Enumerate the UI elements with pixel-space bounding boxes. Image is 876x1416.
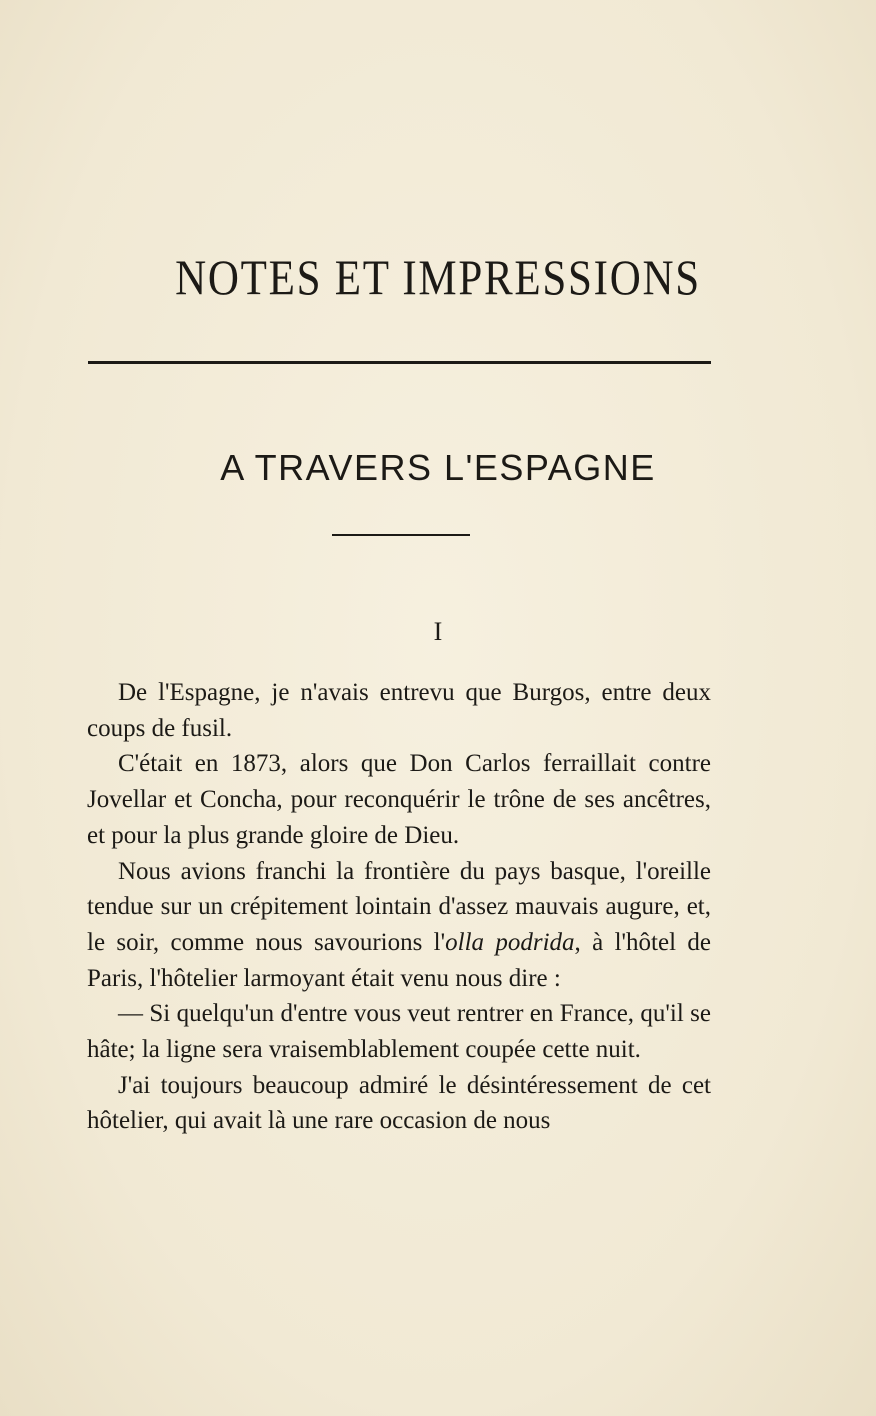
italic-phrase: olla podrida bbox=[445, 928, 575, 956]
paragraph bbox=[87, 854, 711, 997]
body-text bbox=[87, 675, 711, 1139]
main-title: NOTES ET IMPRESSIONS bbox=[175, 249, 701, 305]
section-number: I bbox=[433, 617, 443, 646]
paragraph: J'ai toujours beaucoup admiré le désintéressement de cet hôtelier, qui avait là une rare occasion de nous bbox=[87, 1071, 711, 1135]
paragraph: C'était en 1873, alors que Don Carlos ferraillait contre Jovellar et Concha, pour reconquérir le trône de ses ancêtres, et pour la plus grande gloire de Dieu. bbox=[87, 750, 711, 849]
chapter-divider bbox=[332, 534, 470, 536]
paragraph: De l'Espagne, je n'avais entrevu que Burgos, entre deux coups de fusil. bbox=[87, 679, 711, 742]
title-divider bbox=[88, 361, 711, 364]
paragraph-text: Nous avions franchi la frontière du pays basque, l'oreille tendue sur un crépitement lointain d'assez mauvais augure, et, le soir, comme nous savourions l' bbox=[87, 857, 711, 956]
paragraph: — Si quelqu'un d'entre vous veut rentrer en France, qu'il se hâte; la ligne sera vraisemblablement coupée cette nuit. bbox=[87, 1000, 711, 1064]
paragraph-text: , à l'hôtel de Paris, l'hôtelier larmoyant était venu nous dire : bbox=[87, 928, 711, 992]
chapter-title: A TRAVERS L'ESPAGNE bbox=[220, 447, 656, 488]
